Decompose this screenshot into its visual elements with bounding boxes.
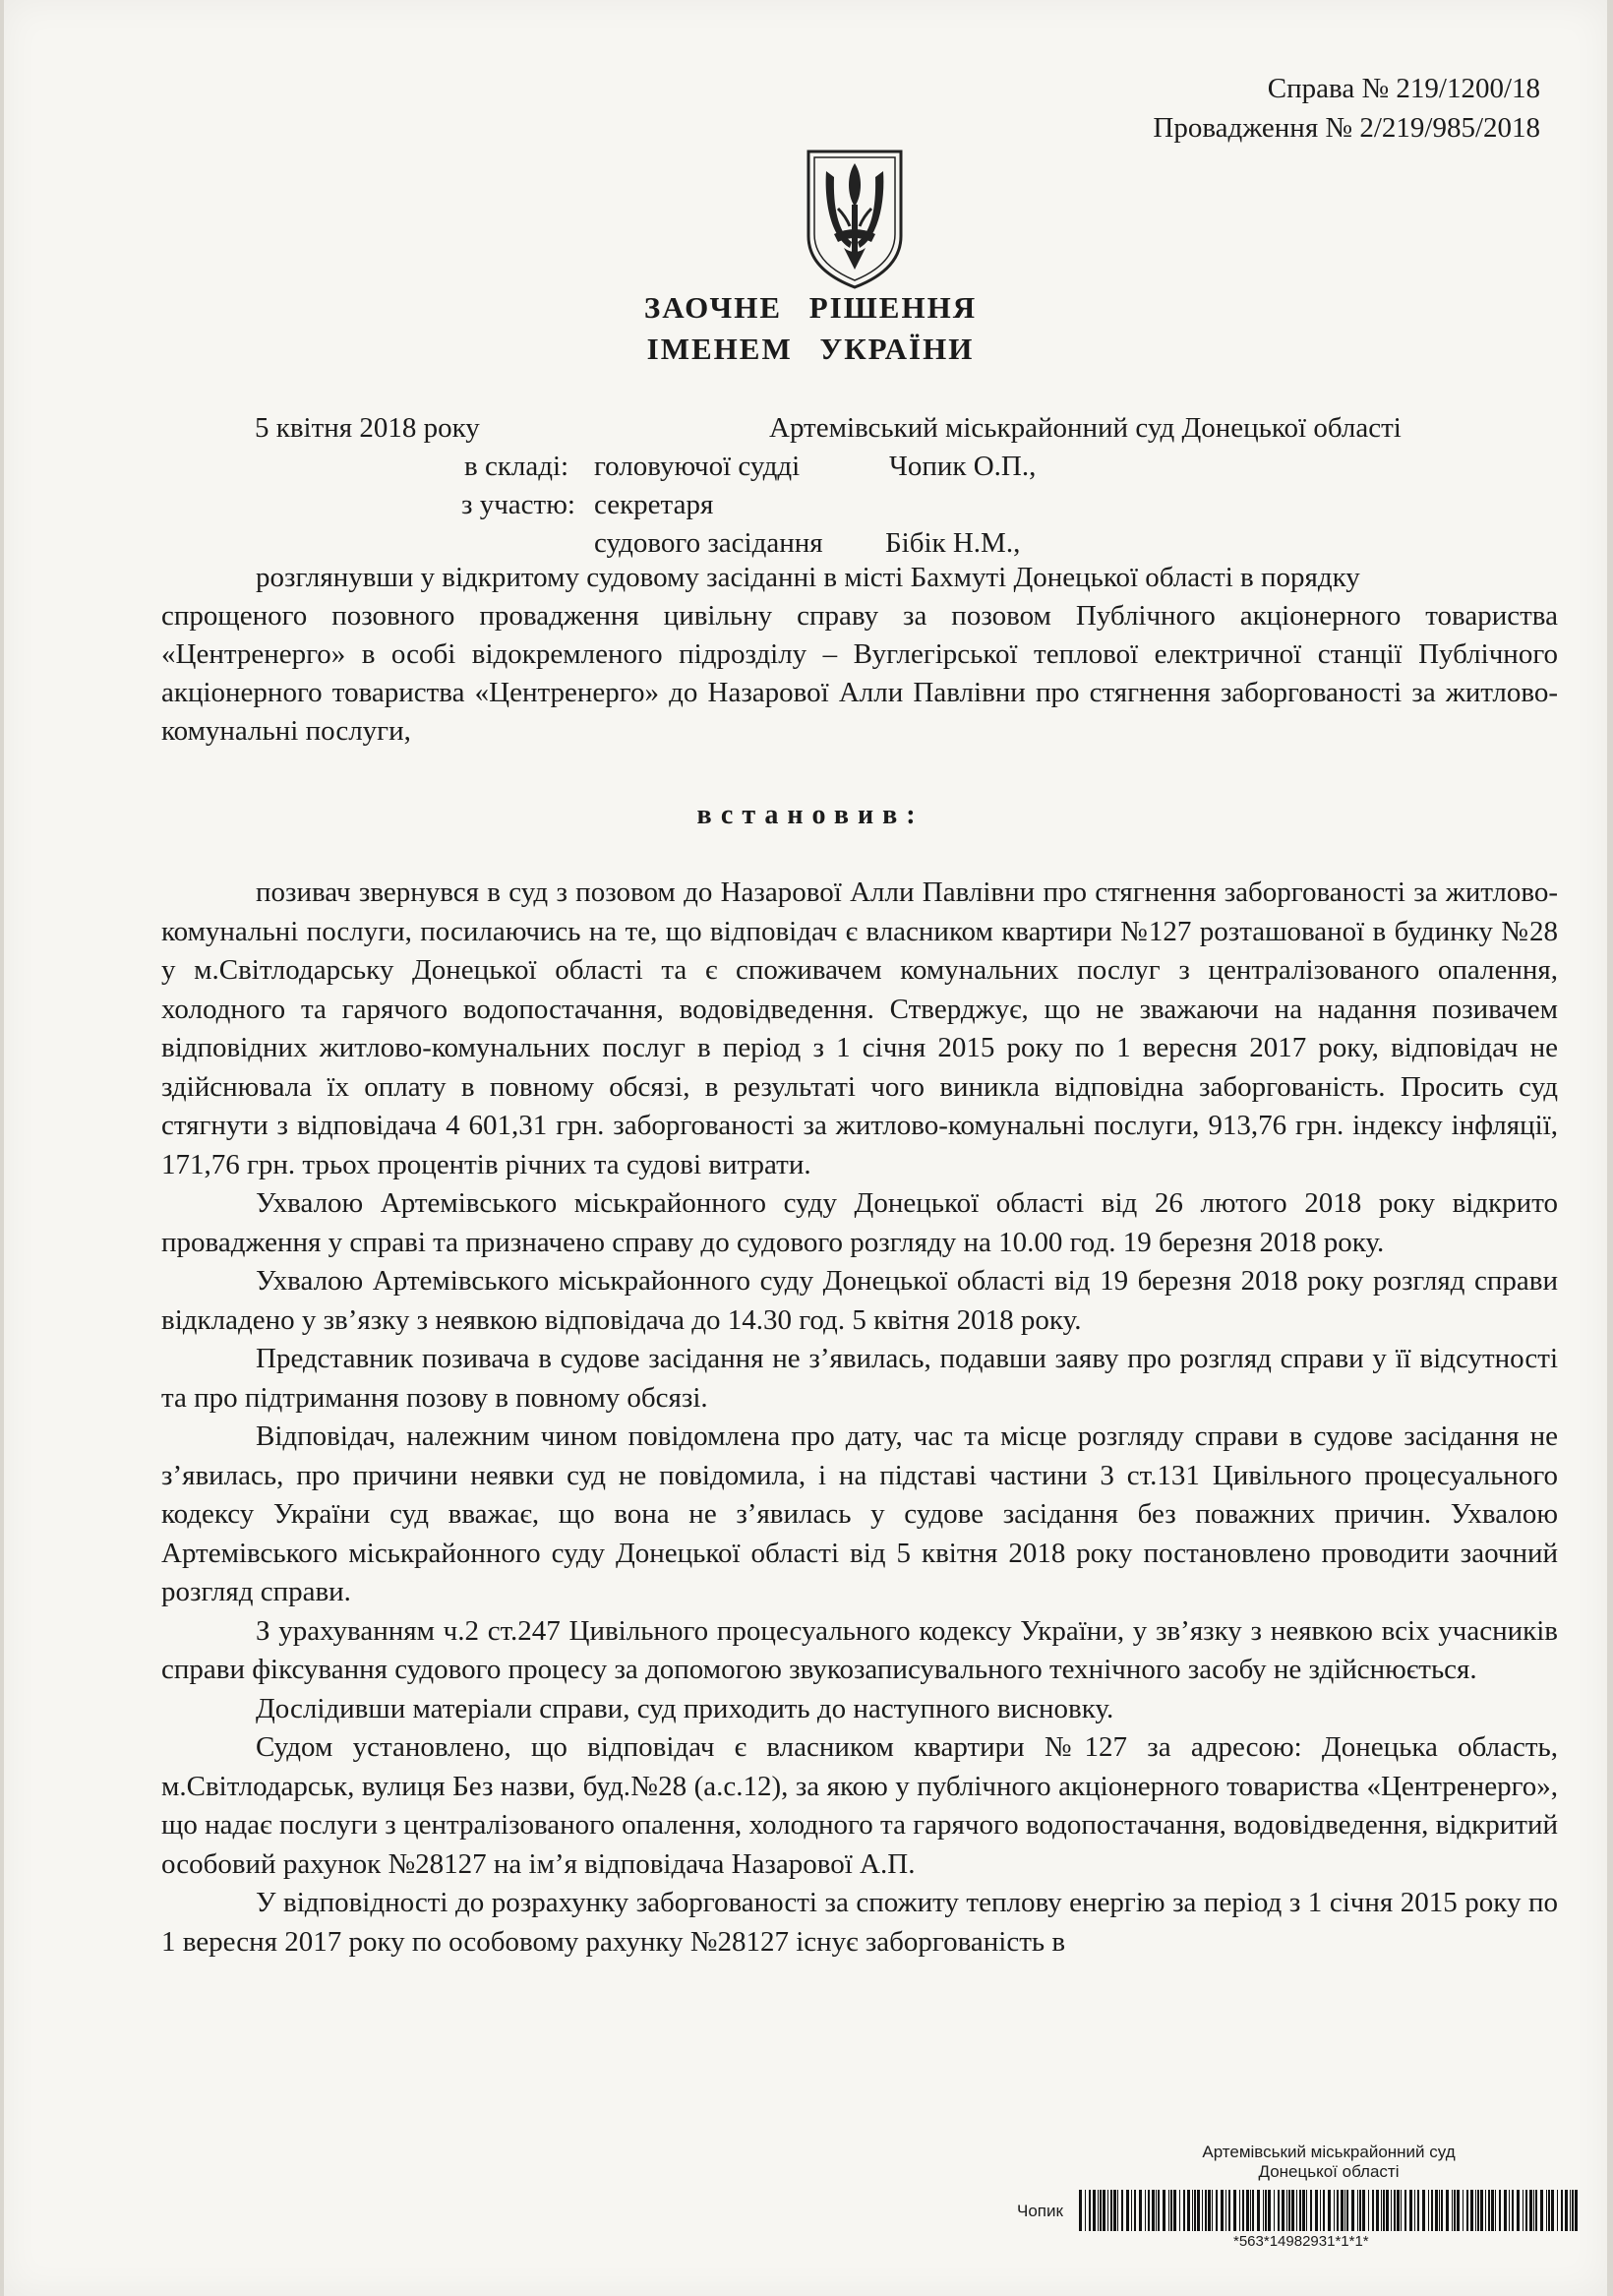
proceeding-number: Провадження № 2/219/985/2018 (1153, 112, 1540, 144)
barcode-bar (1362, 2190, 1365, 2231)
barcode-bar (1192, 2190, 1193, 2231)
barcode-bar (1103, 2190, 1105, 2231)
barcode-bar (1296, 2190, 1297, 2231)
barcode-bar (1163, 2190, 1165, 2231)
judge-title: головуючої судді (594, 451, 801, 482)
barcode-bar (1278, 2190, 1280, 2231)
barcode-bar (1310, 2190, 1312, 2231)
paragraph: Судом установлено, що відповідач є власником квартири №127 за адресою: Донецька область, м.Світлодарськ, вулиця Без назви, буд.№28 (а.с.12), за якою у публічного акціонерного товариства «Центренерго», що надає послуги з централізованого опалення, холодного та гарячого водопостачання, водовідведення, відкритий особовий рахунок №28127 на ім’я відповідача Назарової А.П. (161, 1731, 1558, 1880)
barcode-text: *563*14982931*1*1* (1233, 2233, 1369, 2250)
barcode-bar (1323, 2190, 1325, 2231)
paragraph: Представник позивача в судове засідання не з’явилась, подавши заяву про розгляд справи у її відсутності та про підтримання позову в повному обсязі. (161, 1343, 1558, 1414)
secretary-line-1: секретаря (594, 489, 714, 520)
document-title (4, 287, 1613, 370)
barcode-bar (1334, 2190, 1335, 2231)
barcode-bar (1126, 2190, 1129, 2231)
barcode-bar (1341, 2190, 1344, 2231)
barcode-bar (1391, 2190, 1392, 2231)
barcode-bar (1372, 2190, 1374, 2231)
barcode-bar (1452, 2190, 1453, 2231)
decision-date: 5 квітня 2018 року (255, 412, 480, 444)
barcode-bar (1328, 2190, 1331, 2231)
barcode-bar (1540, 2190, 1543, 2231)
barcode-bar (1098, 2190, 1099, 2231)
barcode (1079, 2190, 1581, 2231)
body-paragraphs (161, 874, 1558, 1962)
barcode-bar (1089, 2190, 1091, 2231)
barcode-bar (1565, 2190, 1568, 2231)
paragraph: Дослідивши матеріали справи, суд приходить до наступного висновку. (256, 1692, 1114, 1724)
barcode-bar (1085, 2190, 1086, 2231)
case-numbers (1153, 69, 1540, 148)
barcode-bar (1463, 2190, 1464, 2231)
barcode-bar (1139, 2190, 1142, 2231)
barcode-bar (1495, 2190, 1496, 2231)
barcode-bar (1110, 2190, 1112, 2231)
barcode-bar (1158, 2190, 1160, 2231)
case-number: Справа № 219/1200/18 (1267, 73, 1540, 104)
title-line-1: ЗАОЧНЕ РІШЕННЯ (643, 290, 978, 325)
barcode-bar (1535, 2190, 1537, 2231)
barcode-bar (1156, 2190, 1157, 2231)
barcode-bar (1239, 2190, 1240, 2231)
barcode-bar (1187, 2190, 1190, 2231)
barcode-bar (1257, 2190, 1260, 2231)
barcode-bar (1170, 2190, 1172, 2231)
barcode-bar (1306, 2190, 1307, 2231)
barcode-bar (1431, 2190, 1433, 2231)
barcode-bar (1485, 2190, 1486, 2231)
barcode-bar (1113, 2190, 1116, 2231)
document-page (4, 0, 1607, 2296)
composition-label: в складі: (464, 451, 569, 482)
paragraph: позивач звернувся в суд з позовом до Назарової Алли Павлівни про стягнення заборгованості за житлово-комунальні послуги, посилаючись на те, що відповідач є власником квартири №127 розташованої в будинку №28 у м.Світлодарську Донецької області та є споживачем комунальних послуг з централізованого опалення, холодного та гарячого водопостачання, водовідведення. Стверджує, що не зважаючи на надання позивачем відповідних житлово-комунальних послуг в період з 1 січня 2015 року по 1 вересня 2017 року, відповідач не здійснювала їх оплату в повному обсязі, в результаті чого виникла відповідна заборгованість. Просить суд стягнути з відповідача 4 601,31 грн. заборгованості за житлово-комунальні послуги, 913,76 грн. індексу інфляції, 171,76 грн. трьох процентів річних та судові витрати. (161, 876, 1558, 1180)
title-line-2: ІМЕНЕМ УКРАЇНИ (646, 332, 975, 366)
barcode-bar (1121, 2190, 1123, 2231)
barcode-bar (1221, 2190, 1224, 2231)
barcode-bar (1225, 2190, 1226, 2231)
barcode-bar (1551, 2190, 1554, 2231)
barcode-bar (1517, 2190, 1520, 2231)
paragraph: Ухвалою Артемівського міськрайонного суду Донецької області від 26 лютого 2018 року відкрито провадження у справі та призначено справу до судового розгляду на 10.00 год. 19 березня 2018 року. (161, 1187, 1558, 1258)
paragraph: З урахуванням ч.2 ст.247 Цивільного процесуального кодексу України, у зв’язку з неявкою всіх учасників справи фіксування судового процесу за допомогою звукозаписувального технічного засобу не здійснюється. (161, 1614, 1558, 1685)
barcode-bar (1428, 2190, 1429, 2231)
barcode-bar (1397, 2190, 1400, 2231)
barcode-bar (1344, 2190, 1345, 2231)
barcode-bar (1246, 2190, 1249, 2231)
barcode-bar (1386, 2190, 1389, 2231)
barcode-bar (1357, 2190, 1358, 2231)
barcode-bar (1401, 2190, 1402, 2231)
barcode-bar (1302, 2190, 1305, 2231)
barcode-bar (1100, 2190, 1102, 2231)
intro-paragraph (161, 559, 1558, 751)
barcode-bar (1548, 2190, 1550, 2231)
barcode-bar (1346, 2190, 1348, 2231)
barcode-bar (1512, 2190, 1514, 2231)
barcode-bar (1525, 2190, 1527, 2231)
paragraph: У відповідності до розрахунку заборгованості за спожиту теплову енергію за період з 1 січня 2015 року по 1 вересня 2017 року по особовому рахунку №28127 існує заборгованість в (161, 1887, 1558, 1958)
barcode-bar (1320, 2190, 1321, 2231)
barcode-bar (1337, 2190, 1339, 2231)
trident-coat-of-arms-icon (801, 146, 909, 291)
barcode-bar (1205, 2190, 1207, 2231)
barcode-bar (1093, 2190, 1096, 2231)
barcode-bar (1439, 2190, 1440, 2231)
barcode-bar (1381, 2190, 1382, 2231)
barcode-bar (1134, 2190, 1136, 2231)
participation-label: з участю: (461, 489, 575, 520)
barcode-bar (1131, 2190, 1132, 2231)
barcode-bar (1194, 2190, 1196, 2231)
barcode-bar (1457, 2190, 1460, 2231)
barcode-bar (1208, 2190, 1211, 2231)
barcode-bar (1504, 2190, 1507, 2231)
barcode-bar (1376, 2190, 1379, 2231)
barcode-bar (1265, 2190, 1267, 2231)
barcode-bar (1216, 2190, 1218, 2231)
judge-name: Чопик О.П., (889, 451, 1037, 482)
barcode-bar (1179, 2190, 1180, 2231)
barcode-bar (1454, 2190, 1456, 2231)
barcode-bar (1351, 2190, 1354, 2231)
barcode-bar (1557, 2190, 1558, 2231)
barcode-bar (1509, 2190, 1510, 2231)
barcode-bar (1368, 2190, 1369, 2231)
barcode-bar (1394, 2190, 1396, 2231)
barcode-bar (1152, 2190, 1155, 2231)
barcode-bar (1409, 2190, 1412, 2231)
barcode-bar (1475, 2190, 1476, 2231)
barcode-bar (1288, 2190, 1290, 2231)
barcode-bar (1197, 2190, 1200, 2231)
stamp-name: Чопик (1017, 2202, 1063, 2220)
barcode-bar (1268, 2190, 1271, 2231)
barcode-bar (1299, 2190, 1301, 2231)
barcode-bar (1491, 2190, 1494, 2231)
barcode-bar (1274, 2190, 1275, 2231)
barcode-bar (1572, 2190, 1574, 2231)
paragraph: Відповідач, належним чином повідомлена про дату, час та місце розгляду справи в судове засідання не з’явилась, про причини неявки суд не повідомила, і на підставі частини 3 ст.131 Цивільного процесуального кодексу України суд вважає, що вона не з’явилась у судове засідання без поважних причин. Ухвалою Артемівського міськрайонного суду Донецької області від 5 квітня 2018 року постановлено проводити заочний розгляд справи. (161, 1420, 1558, 1607)
barcode-bar (1561, 2190, 1563, 2231)
barcode-bar (1079, 2190, 1082, 2231)
court-name: Артемівський міськрайонний суд Донецької області (769, 412, 1402, 444)
barcode-bar (1446, 2190, 1449, 2231)
intro-first-line: розглянувши у відкритому судовому засіданні в місті Бахмуті Донецької області в порядку (256, 562, 1360, 593)
barcode-bar (1529, 2190, 1532, 2231)
intro-rest: спрощеного позовного провадження цивільну справу за позовом Публічного акціонерного товариства «Центренерго» в особі відокремленого підрозділу – Вуглегірської теплової електричної станції Публічного акціонерного товариства «Центренерго» до Назарової Алли Павлівни про стягнення заборгованості за житлово-комунальні послуги, (161, 600, 1558, 747)
barcode-bar (1441, 2190, 1443, 2231)
barcode-bar (1250, 2190, 1251, 2231)
barcode-bar (1470, 2190, 1473, 2231)
barcode-bar (1291, 2190, 1294, 2231)
barcode-bar (1263, 2190, 1264, 2231)
barcode-bar (1242, 2190, 1244, 2231)
established-heading: встановив: (696, 800, 925, 830)
paragraph: Ухвалою Артемівського міськрайонного суду Донецької області від 19 березня 2018 року розгляд справи відкладено у зв’язку з неявкою відповідача до 14.30 год. 5 квітня 2018 року. (161, 1265, 1558, 1336)
barcode-bar (1435, 2190, 1438, 2231)
stamp-court (1181, 2143, 1476, 2182)
barcode-bar (1383, 2190, 1385, 2231)
barcode-bar (1202, 2190, 1203, 2231)
barcode-bar (1148, 2190, 1150, 2231)
barcode-bar (1252, 2190, 1254, 2231)
barcode-bar (1570, 2190, 1571, 2231)
barcode-bar (1477, 2190, 1479, 2231)
barcode-bar (1107, 2190, 1108, 2231)
barcode-bar (1546, 2190, 1547, 2231)
barcode-bar (1286, 2190, 1287, 2231)
barcode-bar (1488, 2190, 1490, 2231)
barcode-bar (1228, 2190, 1230, 2231)
barcode-bar (1533, 2190, 1534, 2231)
barcode-bar (1575, 2190, 1578, 2231)
secretary-name: Бібік Н.М., (885, 527, 1021, 559)
barcode-bar (1466, 2190, 1468, 2231)
barcode-bar (1404, 2190, 1406, 2231)
barcode-bar (1212, 2190, 1213, 2231)
barcode-bar (1282, 2190, 1284, 2231)
barcode-bar (1480, 2190, 1483, 2231)
barcode-bar (1414, 2190, 1415, 2231)
stamp-court-line-1: Артемівський міськрайонний суд (1202, 2143, 1456, 2161)
barcode-bar (1359, 2190, 1361, 2231)
barcode-bar (1499, 2190, 1501, 2231)
secretary-line-2: судового засідання (594, 527, 823, 559)
barcode-bar (1183, 2190, 1185, 2231)
barcode-bar (1145, 2190, 1146, 2231)
barcode-bar (1315, 2190, 1318, 2231)
barcode-bar (1168, 2190, 1169, 2231)
barcode-bar (1422, 2190, 1425, 2231)
barcode-bar (1173, 2190, 1176, 2231)
barcode-bar (1117, 2190, 1118, 2231)
stamp-court-line-2: Донецької області (1258, 2162, 1400, 2181)
barcode-bar (1417, 2190, 1419, 2231)
barcode-bar (1233, 2190, 1236, 2231)
